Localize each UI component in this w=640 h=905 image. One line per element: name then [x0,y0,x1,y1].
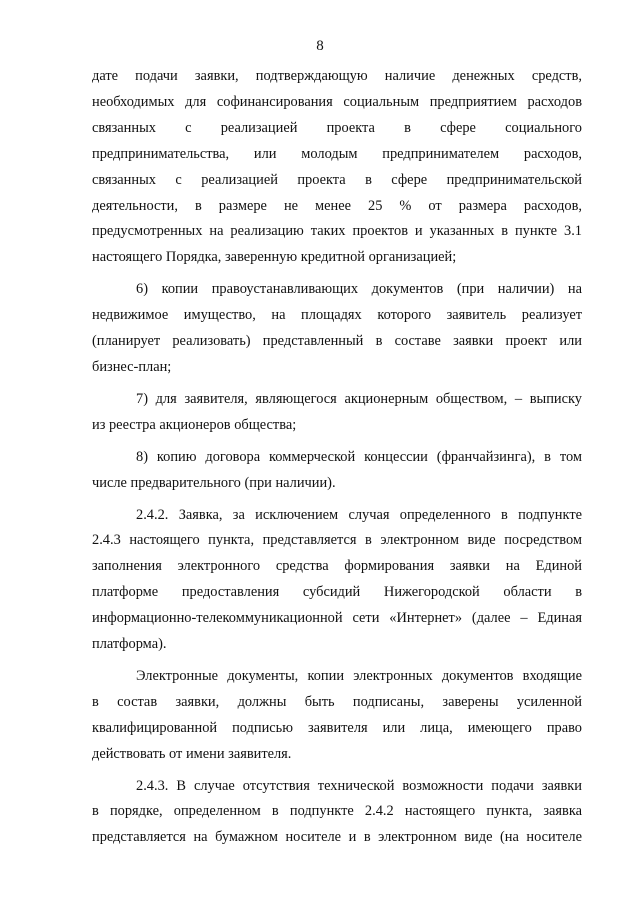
paragraph-item-6 [92,277,582,381]
text-line: 2.4.3. В случае отсутствия технической возможности подачи заявки [136,777,582,794]
paragraph-2-4-3 [92,774,582,852]
text-line: числе предварительного (при наличии). [92,474,336,491]
text-line: 8) копию договора коммерческой концессии (франчайзинга), в том [136,448,582,465]
text-line: из реестра акционеров общества; [92,416,297,433]
text-line: информационно-телекоммуникационной сети «Интернет» (далее – Единая [92,610,582,627]
text-line: квалифицированной подписью заявителя или лица, имеющего право [92,719,582,736]
text-line: в порядке, определенном в подпункте 2.4.2 настоящего пункта, заявка [92,803,582,820]
text-line: платформе предоставления субсидий Нижегородской области в [92,584,582,601]
paragraph-2-4-2 [92,503,582,658]
text-line: необходимых для софинансирования социальным предприятием расходов [92,93,582,110]
text-line: 2.4.3 настоящего пункта, представляется в электронном виде посредством [92,532,582,549]
text-line: предпринимательства, или молодым предпринимателем расходов, [92,145,582,162]
page-number: 8 [316,38,324,54]
document-body [92,64,582,851]
text-line: дате подачи заявки, подтверждающую наличие денежных средств, [92,68,582,84]
paragraph-item-7 [92,387,582,439]
text-line: в состав заявки, должны быть подписаны, заверены усиленной [92,693,582,710]
text-line: связанных с реализацией проекта в сфере социального [92,119,582,136]
text-line: заполнения электронного средства формирования заявки на Единой [92,558,582,575]
text-line: представляется на бумажном носителе и в электронном виде (на носителе [92,829,582,846]
text-line: платформа). [92,636,167,653]
text-line: деятельности, в размере не менее 25 % от размера расходов, [92,197,582,214]
text-line: 6) копии правоустанавливающих документов (при наличии) на [136,281,582,298]
text-line: 2.4.2. Заявка, за исключением случая определенного в подпункте [136,506,582,523]
text-line: связанных с реализацией проекта в сфере предпринимательской [92,171,582,188]
text-line: (планирует реализовать) представленный в составе заявки проект или [92,333,582,350]
text-line: 7) для заявителя, являющегося акционерным обществом, – выписку [136,390,582,407]
text-line: настоящего Порядка, заверенную кредитной организацией; [92,249,457,266]
text-line: предусмотренных на реализацию таких проектов и указанных в пункте 3.1 [92,223,582,240]
text-line: бизнес-план; [92,358,172,375]
paragraph-item-8 [92,445,582,497]
paragraph-funding-confirmation [92,64,582,271]
text-line: недвижимое имущество, на площадях которого заявитель реализует [92,307,582,324]
text-line: действовать от имени заявителя. [92,745,292,762]
text-line: Электронные документы, копии электронных документов входящие [136,667,582,684]
paragraph-electronic-documents [92,664,582,768]
